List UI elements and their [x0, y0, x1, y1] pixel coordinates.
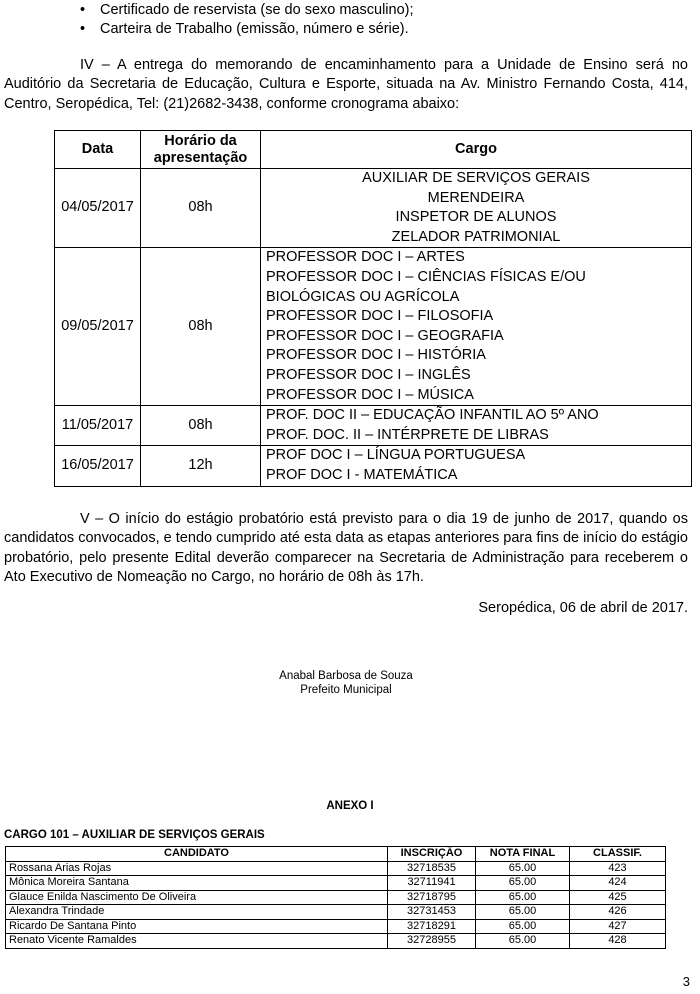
schedule-time: 08h	[141, 248, 261, 406]
schedule-date: 04/05/2017	[55, 169, 141, 248]
schedule-cargos	[261, 169, 692, 248]
candidate-inscricao: 32711941	[388, 876, 476, 891]
signature-block	[246, 669, 446, 697]
schedule-row	[55, 406, 692, 446]
cargo-line: PROF DOC I - MATEMÁTICA	[266, 466, 458, 483]
signatory-name: Anabal Barbosa de Souza	[279, 670, 413, 682]
cargo-title: CARGO 101 – AUXILIAR DE SERVIÇOS GERAIS	[4, 829, 265, 841]
schedule-time: 08h	[141, 169, 261, 248]
candidate-inscricao: 32718291	[388, 919, 476, 934]
header-classif: CLASSIF.	[570, 847, 666, 862]
header-data: Data	[55, 131, 141, 169]
schedule-time: 12h	[141, 446, 261, 486]
cargo-line: PROFESSOR DOC I – ARTES	[266, 249, 465, 266]
page-number: 3	[682, 974, 690, 989]
cargo-line: PROFESSOR DOC I – HISTÓRIA	[266, 347, 486, 364]
candidate-classif: 425	[570, 890, 666, 905]
requirement-item: • Carteira de Trabalho (emissão, número e série).	[80, 20, 414, 39]
header-inscricao: INSCRIÇÃO	[388, 847, 476, 862]
paragraph-iv	[4, 56, 688, 114]
schedule-date: 11/05/2017	[55, 406, 141, 446]
candidates-header-row	[6, 847, 666, 862]
cargo-line: PROFESSOR DOC I – FILOSOFIA	[266, 308, 494, 325]
candidate-classif: 424	[570, 876, 666, 891]
schedule-time: 08h	[141, 406, 261, 446]
cargo-line: PROF DOC I – LÍNGUA PORTUGUESA	[266, 447, 526, 464]
paragraph-v-text: V – O início do estágio probatório está previsto para o dia 19 de junho de 2017, quando os candidatos convocados, e tendo cumprido até esta data as etapas anteriores para fins de início do estágio probatório, pelo presente Edital deverão comparecer na Secretaria de Administração para receberem o Ato Executivo de Nomeação no Cargo, no horário de 08h às 17h.	[4, 511, 688, 586]
schedule-table	[54, 130, 692, 487]
paragraph-iv-text: IV – A entrega do memorando de encaminhamento para a Unidade de Ensino será no Auditório da Secretaria de Educação, Cultura e Esporte, situada na Av. Ministro Fernando Costa, 414, Centro, Seropédica, Tel: (21)2682-3438, conforme cronograma abaixo:	[4, 57, 688, 112]
schedule-cargos	[261, 406, 692, 446]
schedule-row	[55, 446, 692, 486]
header-nota-final: NOTA FINAL	[476, 847, 570, 862]
place-date: Seropédica, 06 de abril de 2017.	[478, 600, 688, 616]
requirements-list	[80, 1, 414, 39]
table-row	[6, 890, 666, 905]
candidate-nota: 65.00	[476, 934, 570, 949]
candidate-classif: 428	[570, 934, 666, 949]
header-cargo: Cargo	[261, 131, 692, 169]
cargo-line: PROFESSOR DOC I – GEOGRAFIA	[266, 327, 504, 344]
cargo-line: MERENDEIRA	[427, 189, 525, 206]
cargo-line: PROFESSOR DOC I – CIÊNCIAS FÍSICAS E/OU	[266, 268, 586, 285]
cargo-line: BIOLÓGICAS OU AGRÍCOLA	[266, 288, 460, 305]
table-row	[6, 905, 666, 920]
candidate-classif: 423	[570, 861, 666, 876]
candidate-name: Mônica Moreira Santana	[6, 876, 388, 891]
candidates-table	[5, 846, 666, 949]
candidate-inscricao: 32718795	[388, 890, 476, 905]
schedule-cargos	[261, 248, 692, 406]
candidate-inscricao: 32718535	[388, 861, 476, 876]
annex-title: ANEXO I	[326, 800, 374, 812]
signatory-role: Prefeito Municipal	[300, 684, 392, 696]
cargo-line: AUXILIAR DE SERVIÇOS GERAIS	[362, 170, 590, 186]
cargo-line: PROFESSOR DOC I – INGLÊS	[266, 366, 471, 383]
candidate-nota: 65.00	[476, 919, 570, 934]
candidate-name: Rossana Arias Rojas	[6, 861, 388, 876]
candidate-inscricao: 32728955	[388, 934, 476, 949]
cargo-line: INSPETOR DE ALUNOS	[395, 209, 557, 226]
candidate-nota: 65.00	[476, 905, 570, 920]
requirement-item: • Certificado de reservista (se do sexo masculino);	[80, 1, 414, 20]
cargo-line: ZELADOR PATRIMONIAL	[391, 228, 561, 245]
header-horario: Horário da apresentação	[141, 131, 261, 169]
cargo-line: PROF. DOC II – EDUCAÇÃO INFANTIL AO 5º ANO	[266, 407, 599, 424]
table-row	[6, 919, 666, 934]
candidate-name: Glauce Enilda Nascimento De Oliveira	[6, 890, 388, 905]
candidate-name: Alexandra Trindade	[6, 905, 388, 920]
candidate-nota: 65.00	[476, 861, 570, 876]
schedule-cargos	[261, 446, 692, 486]
candidate-inscricao: 32731453	[388, 905, 476, 920]
header-candidato: CANDIDATO	[6, 847, 388, 862]
candidate-nota: 65.00	[476, 876, 570, 891]
candidate-nota: 65.00	[476, 890, 570, 905]
table-row	[6, 861, 666, 876]
schedule-date: 16/05/2017	[55, 446, 141, 486]
schedule-row	[55, 169, 692, 248]
table-row	[6, 934, 666, 949]
schedule-date: 09/05/2017	[55, 248, 141, 406]
paragraph-v	[4, 510, 688, 588]
table-row	[6, 876, 666, 891]
candidate-name: Ricardo De Santana Pinto	[6, 919, 388, 934]
candidate-name: Renato Vicente Ramaldes	[6, 934, 388, 949]
cargo-line: PROF. DOC. II – INTÉRPRETE DE LIBRAS	[266, 426, 549, 443]
schedule-header-row	[55, 131, 692, 169]
schedule-row	[55, 248, 692, 406]
cargo-line: PROFESSOR DOC I – MÚSICA	[266, 386, 474, 403]
candidate-classif: 426	[570, 905, 666, 920]
candidate-classif: 427	[570, 919, 666, 934]
